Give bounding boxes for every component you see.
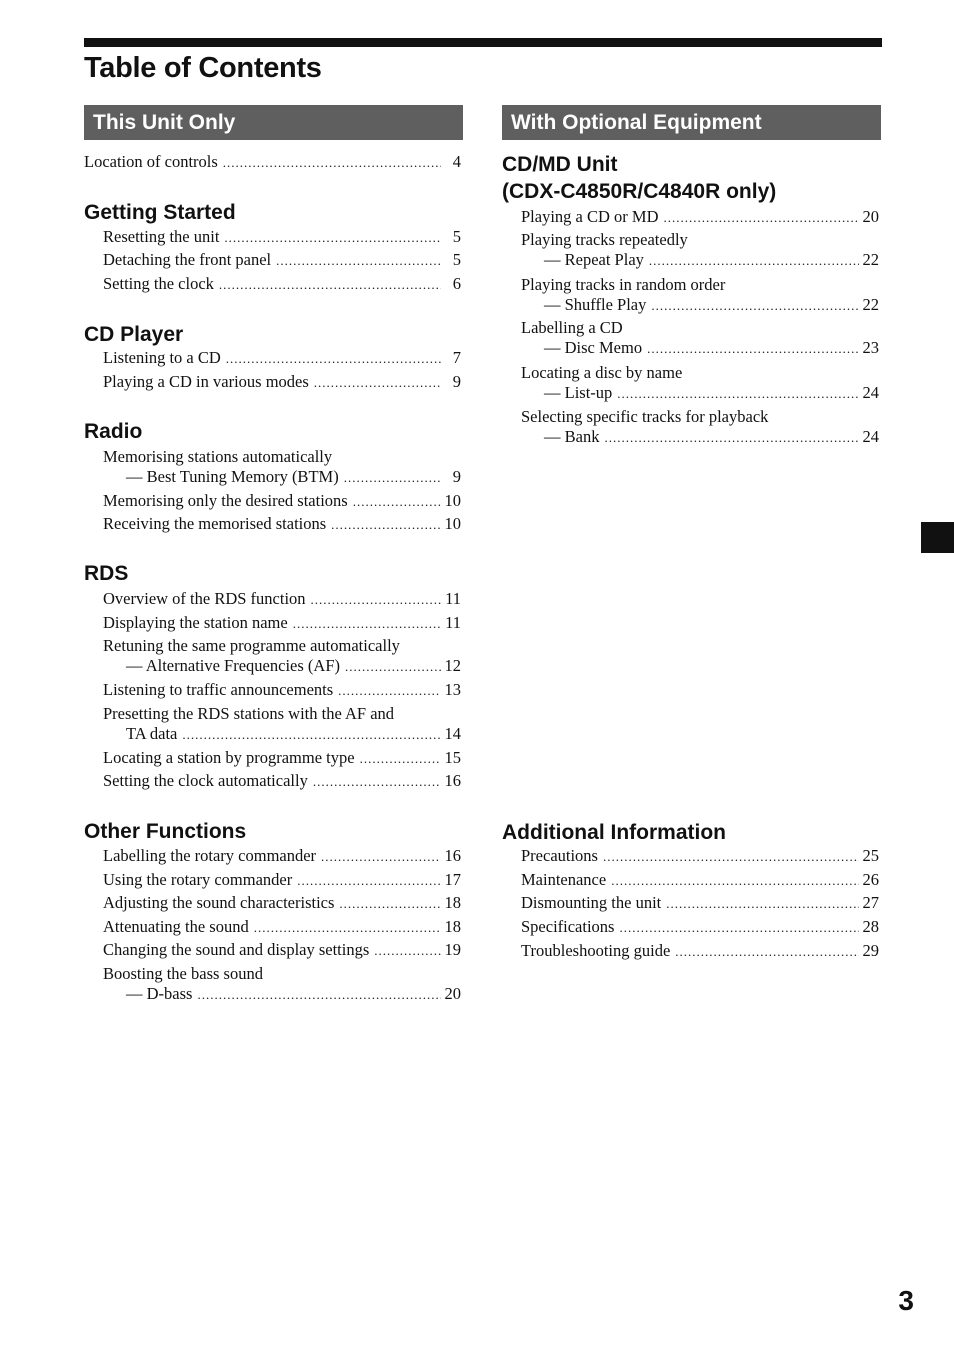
toc-entry-location-of-controls[interactable]: Location of controls ..... 4: [84, 152, 461, 172]
section-title-radio: Radio: [84, 420, 143, 443]
toc-entry-overview-rds-function[interactable]: Overview of the RDS function ..... 11: [103, 589, 461, 609]
section-title-getting-started: Getting Started: [84, 201, 236, 224]
toc-entry-labelling-rotary-commander[interactable]: Labelling the rotary commander ..... 16: [103, 846, 461, 866]
dot-leader: [603, 847, 859, 867]
toc-entry-attenuating-the-sound[interactable]: Attenuating the sound ..... 18: [103, 917, 461, 937]
toc-entry-troubleshooting-guide[interactable]: Troubleshooting guide ..... 29: [521, 941, 879, 961]
toc-entry-retuning-same-programme[interactable]: Retuning the same programme automatically — Alternative Frequencies (AF) ..... 12: [103, 636, 461, 676]
toc-entry-specifications[interactable]: Specifications ..... 28: [521, 917, 879, 937]
toc-entry-locating-by-programme-type[interactable]: Locating a station by programme type ..... 15: [103, 748, 461, 768]
toc-entry-precautions[interactable]: Precautions ..... 25: [521, 846, 879, 866]
toc-entry-disc-memo[interactable]: Labelling a CD — Disc Memo ..... 23: [521, 318, 879, 358]
toc-entry-resetting-the-unit[interactable]: Resetting the unit ..... 5: [103, 227, 461, 247]
dot-leader: [219, 275, 441, 295]
toc-entry-playing-cd-various-modes[interactable]: Playing a CD in various modes ..... 9: [103, 372, 461, 392]
dot-leader: [604, 428, 858, 448]
dot-leader: [276, 251, 441, 271]
toc-entry-list-up[interactable]: Locating a disc by name — List-up ..... 24: [521, 363, 879, 403]
dot-leader: [345, 657, 441, 677]
section-title-cdmd-unit: CD/MD Unit (CDX-C4850R/C4840R only): [502, 153, 777, 203]
toc-entry-using-rotary-commander[interactable]: Using the rotary commander ..... 17: [103, 870, 461, 890]
toc-entry-detaching-front-panel[interactable]: Detaching the front panel ..... 5: [103, 250, 461, 270]
toc-entry-adjusting-sound-characteristics[interactable]: Adjusting the sound characteristics ..... 18: [103, 893, 461, 913]
toc-entry-memorising-desired-stations[interactable]: Memorising only the desired stations ..... 10: [103, 491, 461, 511]
section-title-additional-information: Additional Information: [502, 821, 726, 844]
side-tab-marker: [921, 522, 954, 553]
toc-entry-shuffle-play[interactable]: Playing tracks in random order — Shuffle Play ..... 22: [521, 275, 879, 315]
dot-leader: [297, 871, 440, 891]
page-number: 3: [898, 1285, 914, 1316]
dot-leader: [226, 349, 441, 369]
dot-leader: [675, 942, 858, 962]
toc-entry-listening-to-a-cd[interactable]: Listening to a CD ..... 7: [103, 348, 461, 368]
dot-leader: [664, 208, 859, 228]
left-column: [84, 105, 463, 1003]
toc-entry-bank[interactable]: Selecting specific tracks for playback — Bank ..... 24: [521, 407, 879, 447]
toc-entry-boosting-bass-sound[interactable]: Boosting the bass sound — D-bass ..... 20: [103, 964, 461, 1004]
right-column: [502, 105, 881, 960]
dot-leader: [619, 918, 858, 938]
toc-entry-maintenance[interactable]: Maintenance ..... 26: [521, 870, 879, 890]
dot-leader: [224, 228, 441, 248]
dot-leader: [331, 515, 440, 535]
dot-leader: [353, 492, 441, 512]
top-rule: [84, 38, 882, 47]
toc-entry-presetting-rds-stations[interactable]: Presetting the RDS stations with the AF and TA data ..... 14: [103, 704, 461, 744]
section-title-other-functions: Other Functions: [84, 820, 247, 843]
dot-leader: [360, 749, 441, 769]
toc-entry-playing-cd-or-md[interactable]: Playing a CD or MD ..... 20: [521, 207, 879, 227]
dot-leader: [197, 985, 440, 1005]
toc-entry-receiving-memorised-stations[interactable]: Receiving the memorised stations ..... 10: [103, 514, 461, 534]
toc-entry-traffic-announcements[interactable]: Listening to traffic announcements ..... 13: [103, 680, 461, 700]
toc-entry-displaying-station-name[interactable]: Displaying the station name ..... 11: [103, 613, 461, 633]
dot-leader: [647, 339, 858, 359]
dot-leader: [314, 373, 441, 393]
section-band-with-optional-equipment: With Optional Equipment: [502, 105, 881, 140]
dot-leader: [617, 384, 858, 404]
dot-leader: [321, 847, 440, 867]
toc-entry-setting-clock-automatically[interactable]: Setting the clock automatically ..... 16: [103, 771, 461, 791]
toc-entry-setting-the-clock[interactable]: Setting the clock ..... 6: [103, 274, 461, 294]
dot-leader: [313, 772, 441, 792]
dot-leader: [649, 251, 859, 271]
dot-leader: [339, 894, 440, 914]
toc-entry-repeat-play[interactable]: Playing tracks repeatedly — Repeat Play ..... 22: [521, 230, 879, 270]
dot-leader: [666, 894, 858, 914]
dot-leader: [344, 468, 441, 488]
dot-leader: [311, 590, 441, 610]
dot-leader: [254, 918, 441, 938]
section-title-cd-player: CD Player: [84, 323, 184, 346]
section-band-this-unit-only: This Unit Only: [84, 105, 463, 140]
dot-leader: [223, 153, 441, 173]
dot-leader: [293, 614, 441, 634]
dot-leader: [374, 941, 440, 961]
toc-entry-dismounting-the-unit[interactable]: Dismounting the unit ..... 27: [521, 893, 879, 913]
toc-entry-changing-sound-display-settings[interactable]: Changing the sound and display settings ..... 19: [103, 940, 461, 960]
dot-leader: [182, 725, 440, 745]
toc-entry-memorising-stations-automatically[interactable]: Memorising stations automatically — Best Tuning Memory (BTM) ..... 9: [103, 447, 461, 487]
section-title-rds: RDS: [84, 562, 129, 585]
dot-leader: [338, 681, 440, 701]
dot-leader: [651, 296, 858, 316]
page-title: Table of Contents: [84, 52, 322, 84]
dot-leader: [611, 871, 858, 891]
